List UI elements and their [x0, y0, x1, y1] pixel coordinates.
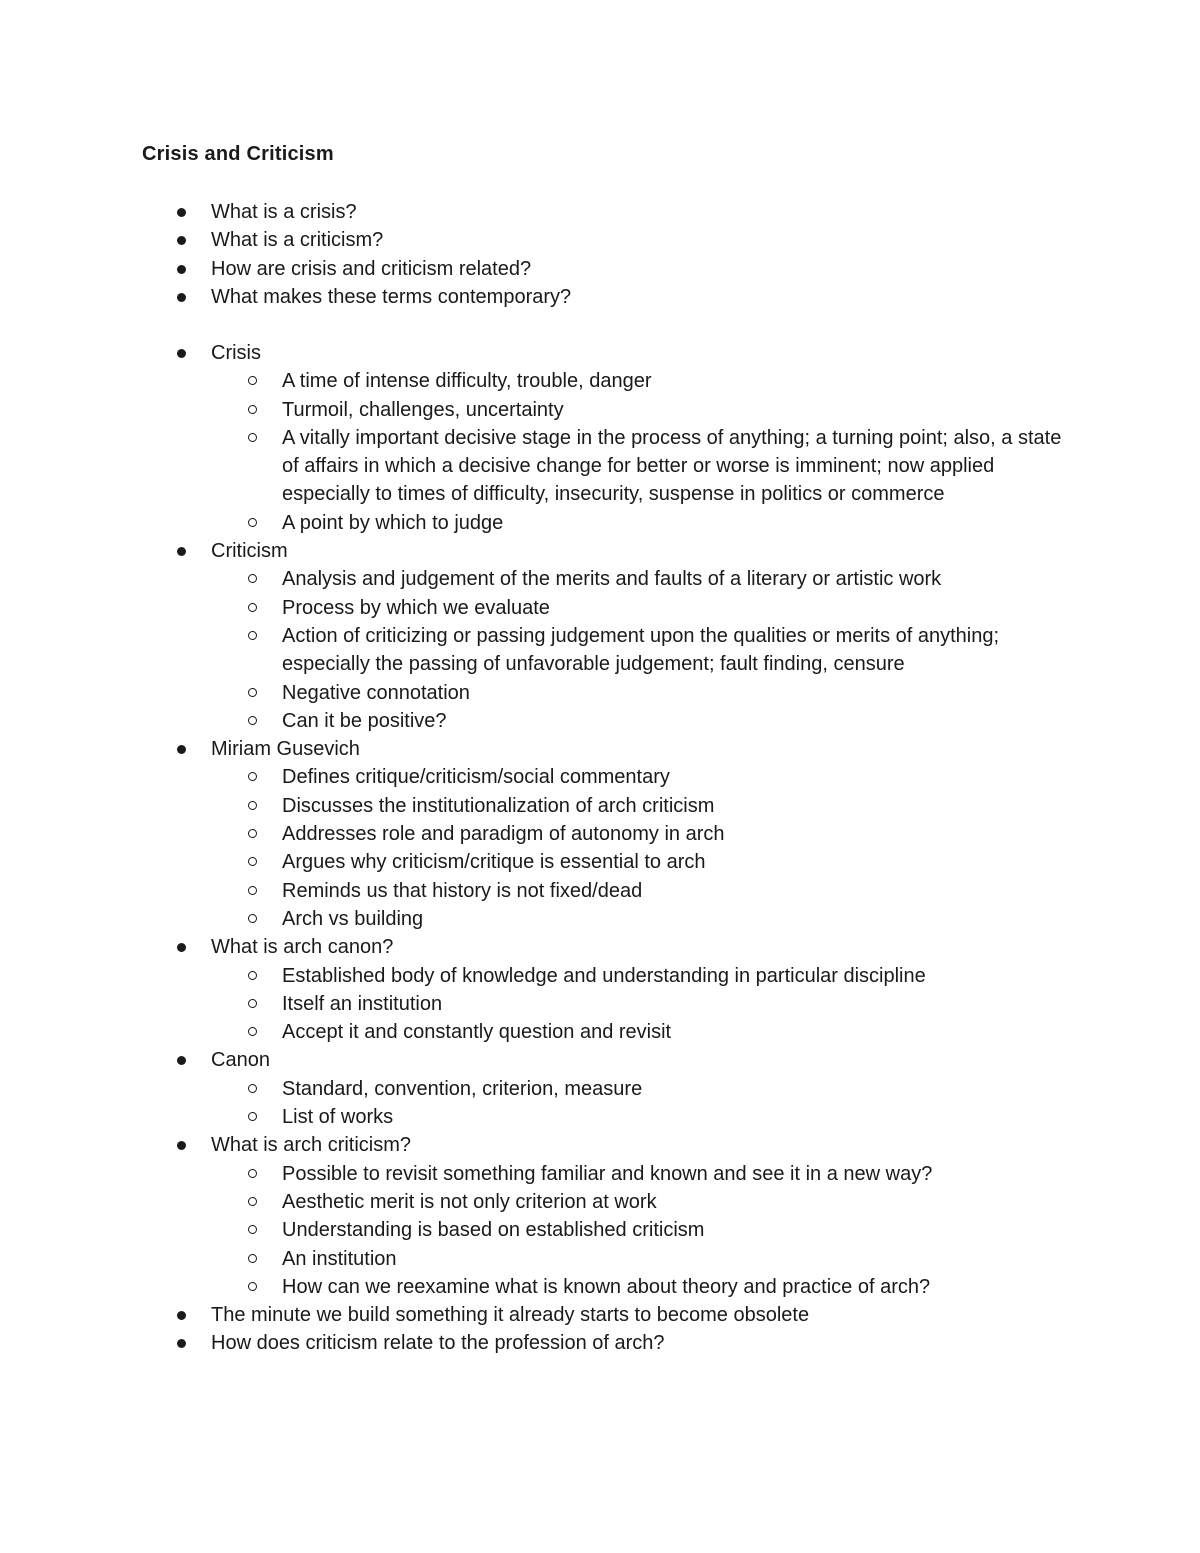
sub-list-item — [0, 962, 1200, 990]
bullet-dot-icon — [177, 1056, 186, 1065]
section-heading: Criticism — [211, 540, 288, 563]
sub-list-item — [0, 424, 1200, 509]
sub-list-item — [0, 1075, 1200, 1103]
bullet-circle-icon — [248, 518, 257, 527]
bullet-circle-icon — [248, 1027, 257, 1036]
section-heading: What is arch criticism? — [211, 1134, 412, 1157]
sub-list — [0, 565, 1200, 735]
bullet-circle-icon — [248, 688, 257, 697]
bullet-circle-icon — [248, 857, 257, 866]
sub-item-text: Possible to revisit something familiar and known and see it in a new way? — [282, 1162, 933, 1185]
question-text: What is a crisis? — [211, 201, 357, 223]
bullet-dot-icon — [177, 236, 186, 245]
sub-list-item — [0, 877, 1200, 905]
bullet-dot-icon — [177, 293, 186, 302]
bullet-circle-icon — [248, 1169, 257, 1178]
bullet-circle-icon — [248, 971, 257, 980]
sub-list-item — [0, 622, 1200, 679]
section-item — [0, 537, 1200, 735]
section-item — [0, 339, 1200, 537]
section-heading: What is arch canon? — [211, 936, 394, 959]
section-item — [0, 933, 1200, 1046]
bullet-dot-icon — [177, 1141, 186, 1150]
sub-list-item — [0, 1103, 1200, 1131]
sub-list-item — [0, 1018, 1200, 1046]
sub-item-text: Standard, convention, criterion, measure — [282, 1077, 643, 1100]
section-item — [0, 1329, 1200, 1357]
sub-list — [0, 367, 1200, 537]
bullet-circle-icon — [248, 772, 257, 781]
sub-list-item — [0, 990, 1200, 1018]
bullet-circle-icon — [248, 433, 257, 442]
sub-item-text: Understanding is based on established criticism — [282, 1219, 705, 1242]
bullet-dot-icon — [177, 1311, 186, 1320]
question-item — [0, 283, 1200, 311]
sub-item-text: Can it be positive? — [282, 709, 447, 732]
sections-list — [0, 339, 1200, 1358]
sub-list-item — [0, 565, 1200, 593]
sub-item-text: Arch vs building — [282, 907, 424, 930]
question-text: What makes these terms contemporary? — [211, 285, 572, 308]
section-heading: The minute we build something it already starts to become obsolete — [211, 1304, 810, 1327]
bullet-dot-icon — [177, 208, 186, 217]
section-item — [0, 1301, 1200, 1329]
sub-list-item — [0, 679, 1200, 707]
question-item — [0, 198, 1200, 226]
bullet-circle-icon — [248, 829, 257, 838]
section-heading: How does criticism relate to the profession of arch? — [211, 1332, 665, 1355]
sub-list-item — [0, 905, 1200, 933]
sub-item-text: Action of criticizing or passing judgement upon the qualities or merits of anything; especially the passing of unfavorable judgement; fault finding, censure — [282, 624, 1000, 676]
bullet-circle-icon — [248, 914, 257, 923]
sub-item-text: Itself an institution — [282, 992, 443, 1015]
bullet-circle-icon — [248, 1225, 257, 1234]
section-heading: Miriam Gusevich — [211, 738, 360, 761]
sub-list-item — [0, 367, 1200, 395]
sub-item-text: Negative connotation — [282, 681, 470, 704]
sub-list-item — [0, 1245, 1200, 1273]
sub-item-text: Analysis and judgement of the merits and faults of a literary or artistic work — [282, 568, 942, 591]
sub-item-text: Reminds us that history is not fixed/dead — [282, 879, 643, 902]
sub-item-text: A vitally important decisive stage in the process of anything; a turning point; also, a state of affairs in which a decisive change for better or worse is imminent; now applied especially to times of difficulty, insecurity, suspense in politics or commerce — [282, 426, 1062, 506]
bullet-dot-icon — [177, 265, 186, 274]
sub-list — [0, 962, 1200, 1047]
sub-item-text: Established body of knowledge and understanding in particular discipline — [282, 964, 926, 987]
sub-item-text: A point by which to judge — [282, 511, 504, 534]
bullet-circle-icon — [248, 716, 257, 725]
sub-list-item — [0, 396, 1200, 424]
sub-list-item — [0, 1160, 1200, 1188]
sub-item-text: An institution — [282, 1247, 397, 1270]
sub-item-text: Argues why criticism/critique is essential to arch — [282, 851, 706, 874]
question-text: What is a criticism? — [211, 229, 384, 252]
sub-list-item — [0, 1188, 1200, 1216]
section-heading: Crisis — [211, 342, 261, 364]
bullet-circle-icon — [248, 603, 257, 612]
bullet-circle-icon — [248, 1084, 257, 1093]
sub-item-text: List of works — [282, 1106, 394, 1129]
sub-item-text: Process by which we evaluate — [282, 596, 550, 619]
section-heading: Canon — [211, 1049, 270, 1072]
sub-item-text: Aesthetic merit is not only criterion at work — [282, 1190, 657, 1213]
sub-item-text: Accept it and constantly question and revisit — [282, 1021, 672, 1044]
bullet-circle-icon — [248, 376, 257, 385]
bullet-dot-icon — [177, 547, 186, 556]
section-item — [0, 1046, 1200, 1131]
bullet-circle-icon — [248, 1282, 257, 1291]
sub-list-item — [0, 594, 1200, 622]
sub-list — [0, 763, 1200, 933]
sub-item-text: A time of intense difficulty, trouble, danger — [282, 370, 652, 393]
bullet-circle-icon — [248, 1254, 257, 1263]
bullet-dot-icon — [177, 943, 186, 952]
questions-list — [0, 198, 1200, 311]
bullet-circle-icon — [248, 999, 257, 1008]
sub-list-item — [0, 1273, 1200, 1301]
bullet-circle-icon — [248, 631, 257, 640]
section-item — [0, 735, 1200, 933]
question-item — [0, 255, 1200, 283]
sub-list-item — [0, 848, 1200, 876]
bullet-circle-icon — [248, 1197, 257, 1206]
sub-list — [0, 1160, 1200, 1301]
sub-list-item — [0, 509, 1200, 537]
bullet-circle-icon — [248, 801, 257, 810]
sub-list-item — [0, 707, 1200, 735]
bullet-dot-icon — [177, 1339, 186, 1348]
bullet-circle-icon — [248, 574, 257, 583]
question-item — [0, 226, 1200, 254]
bullet-circle-icon — [248, 886, 257, 895]
sub-item-text: How can we reexamine what is known about theory and practice of arch? — [282, 1275, 931, 1298]
sub-list-item — [0, 792, 1200, 820]
document-title: Crisis and Criticism — [142, 143, 334, 165]
sub-list-item — [0, 1216, 1200, 1244]
sub-list-item — [0, 763, 1200, 791]
bullet-circle-icon — [248, 1112, 257, 1121]
section-item — [0, 1131, 1200, 1301]
bullet-circle-icon — [248, 405, 257, 414]
bullet-dot-icon — [177, 349, 186, 358]
sub-item-text: Defines critique/criticism/social commentary — [282, 766, 670, 789]
sub-item-text: Discusses the institutionalization of arch criticism — [282, 794, 715, 817]
sub-list-item — [0, 820, 1200, 848]
bullet-dot-icon — [177, 745, 186, 754]
sub-list — [0, 1075, 1200, 1132]
sub-item-text: Turmoil, challenges, uncertainty — [282, 398, 564, 421]
sub-item-text: Addresses role and paradigm of autonomy in arch — [282, 823, 725, 846]
question-text: How are crisis and criticism related? — [211, 257, 532, 280]
